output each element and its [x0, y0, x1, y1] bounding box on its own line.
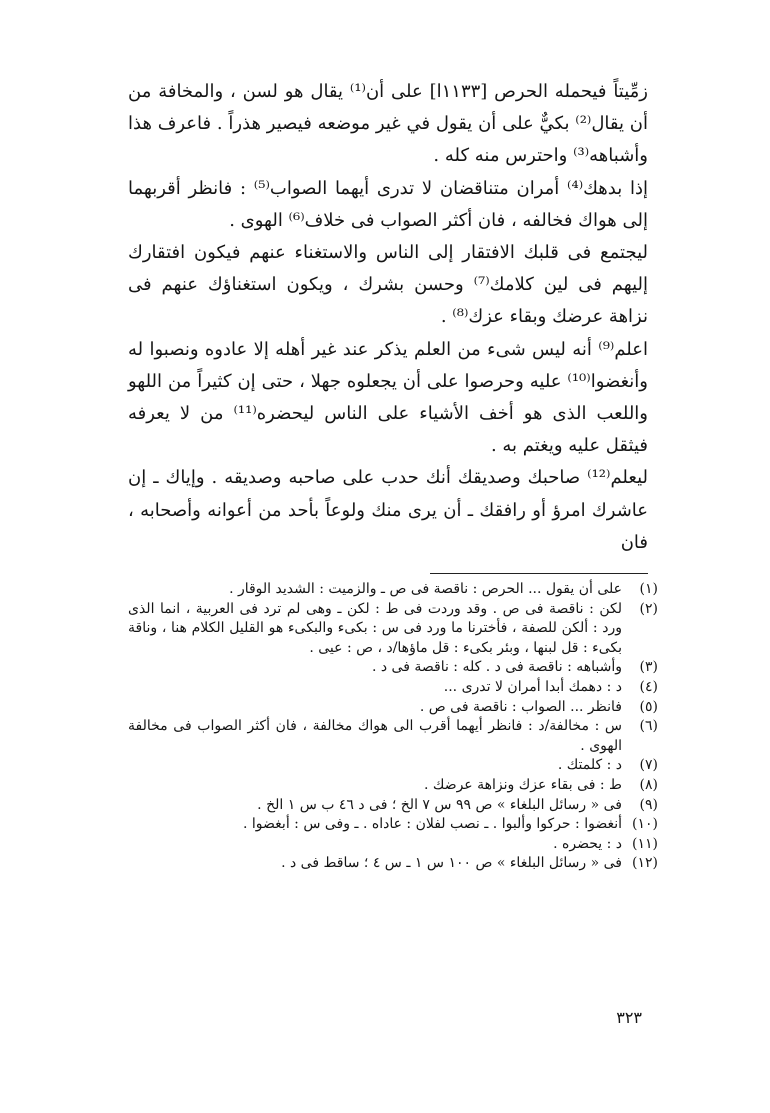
footnote-text: فى « رسائل البلغاء » ص ٩٩ س ٧ الخ ؛ فى د ٤٦ ب س ١ الخ .: [257, 796, 622, 813]
footnotes: [128, 580, 658, 874]
footnote-text: د : يحضره .: [553, 835, 622, 852]
footnote-number: (١): [639, 581, 658, 597]
footnote-number: (٥): [639, 698, 658, 715]
footnote: [128, 600, 658, 659]
footnote-number: (٦): [639, 718, 658, 735]
footnote: [128, 717, 658, 756]
footnote-text: فانظر ... الصواب : ناقصة فى ص .: [419, 698, 622, 715]
footnote-number: (٩): [639, 796, 658, 813]
footnote: [128, 698, 658, 718]
footnote: [128, 678, 658, 698]
footnote: [128, 776, 658, 796]
footnote: [128, 796, 658, 816]
footnote-number: (١٠): [632, 816, 658, 833]
footnote-number: (١٢): [632, 855, 658, 872]
paragraph: ليجتمع فى قلبك الافتقار إلى الناس والاستغناء عنهم فيكون افتقارك إليهم فى لين كلامك⁽⁷⁾ وحسن بشرك ، ويكون استغناؤك عنهم فى نزاهة عرضك وبقاء عزك⁽⁸⁾ .: [128, 242, 648, 328]
footnote-text: س : مخالفة/د : فانظر أيهما أقرب الى هواك مخالفة ، فان أكثر الصواب فى مخالفة الهوى .: [128, 718, 622, 754]
footnote-number: (٤): [639, 678, 658, 695]
main-text: [128, 76, 648, 559]
footnote-separator: [430, 573, 648, 574]
paragraph: إذا بدهك⁽⁴⁾ أمران متناقضان لا تدرى أيهما الصواب⁽⁵⁾ : فانظر أقربهما إلى هواك فخالفه ، فان أكثر الصواب فى خلاف⁽⁶⁾ الهوى .: [128, 177, 649, 231]
paragraph: اعلم⁽⁹⁾ أنه ليس شىء من العلم يذكر عند غير أهله إلا عادوه ونصبوا له وأنغضوا⁽¹⁰⁾ عليه وحرصوا على أن يجعلوه جهلا ، حتى إن كثيراً من اللهو واللعب الذى هو أخف الأشياء على الناس ليحضره⁽¹¹⁾ من لا يعرفه فيثقل عليه ويغتم به .: [128, 338, 649, 457]
footnote: [128, 854, 658, 874]
footnote-text: أنغضوا : حركوا وألبوا . ـ نصب لفلان : عاداه . ـ وفى س : أبغضوا .: [243, 816, 622, 833]
footnote-text: د : كلمتك .: [557, 757, 622, 774]
footnote-text: وأشباهه : ناقصة فى د . كله : ناقصة فى د .: [371, 659, 622, 676]
footnote-text: ط : فى بقاء عزك ونزاهة عرضك .: [424, 776, 622, 793]
footnote: [128, 580, 658, 600]
footnote: [128, 658, 658, 678]
footnote-text: على أن يقول ... الحرص : ناقصة فى ص ـ والزميت : الشديد الوقار .: [229, 581, 622, 597]
footnote: [128, 835, 658, 855]
footnote-text: د : دهمك أبدا أمران لا تدرى ...: [443, 678, 622, 695]
footnote-text: لكن : ناقصة فى ص . وقد وردت فى ط : لكن ـ وهى لم ترد فى العربية ، انما الذى ورد : ألكن للصفة ، فأخترنا ما ورد فى س : بكىء والبكىء هو القليل الكلام هنا ، وناقة بكىء : قل لبنها ، وبئر بكىء : قل ماؤها/د ، ص : عيى .: [128, 600, 622, 656]
footnote-number: (٧): [639, 757, 658, 774]
footnote-number: (٣): [639, 659, 658, 676]
footnote: [128, 756, 658, 776]
paragraph: زمِّيتاً فيحمله الحرص [١١٣٣ا] على أن⁽¹⁾ يقال هو لسن ، والمخافة من أن يقال⁽²⁾ بكيٌّ على أن يقول في غير موضعه فيصير هذراً . فاعرف هذا وأشباهه⁽³⁾ واحترس منه كله .: [128, 81, 648, 167]
footnote-number: (٢): [639, 600, 658, 617]
footnote-text: فى « رسائل البلغاء » ص ١٠٠ س ١ ـ س ٤ ؛ ساقط فى د .: [281, 855, 622, 872]
footnote: [128, 815, 658, 835]
page-number: ٣٢٣: [616, 1008, 642, 1027]
paragraph: ليعلم⁽¹²⁾ صاحبك وصديقك أنك حدب على صاحبه وصديقه . وإياك ـ إن عاشرك امرؤ أو رافقك ـ أن يرى منك ولوعاً بأحد من أعوانه وأصحابه ، فان: [128, 467, 648, 553]
footnote-number: (١١): [632, 835, 658, 852]
footnote-number: (٨): [639, 776, 658, 793]
